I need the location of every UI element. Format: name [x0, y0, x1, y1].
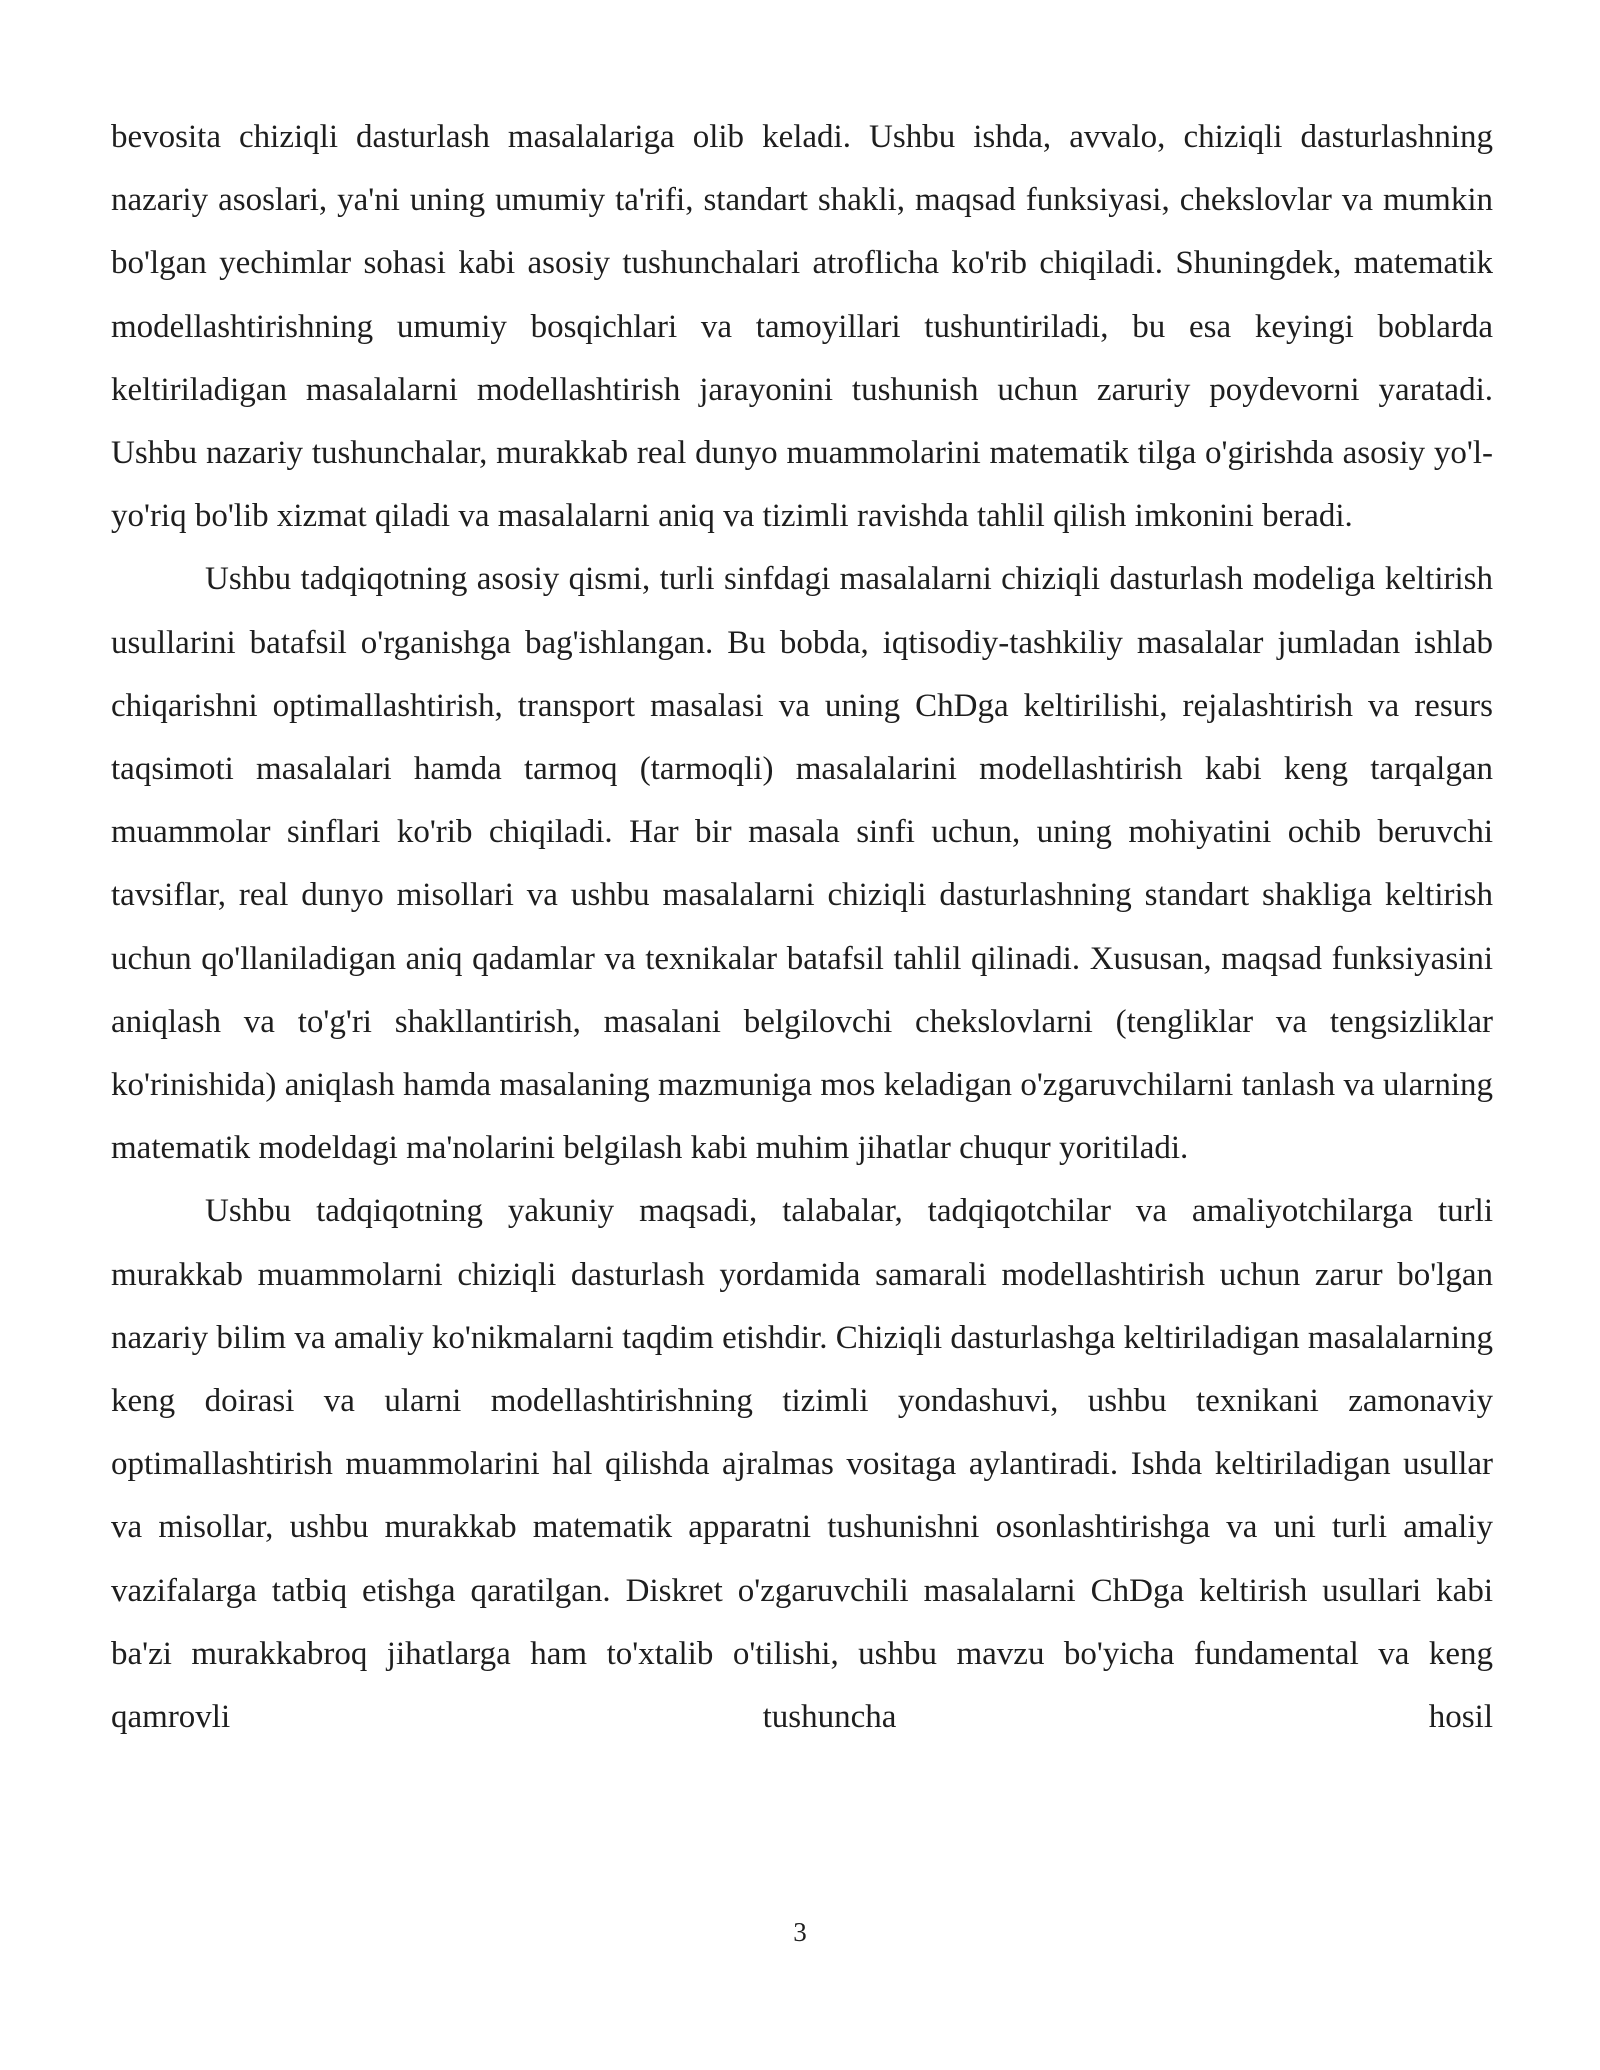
paragraph-continuation: bevosita chiziqli dasturlash masalalariga olib keladi. Ushbu ishda, avvalo, chiziqli dasturlashning nazariy asoslari, ya'ni uning umumiy ta'rifi, standart shakli, maqsad funksiyasi, chekslovlar va mumkin bo'lgan yechimlar sohasi kabi asosiy tushunchalari atroflicha ko'rib chiqiladi. Shuningdek, matematik modellashtirishning umumiy bosqichlari va tamoyillari tushuntiriladi, bu esa keyingi boblarda keltiriladigan masalalarni modellashtirish jarayonini tushunish uchun zaruriy poydevorni yaratadi. Ushbu nazariy tushunchalar, murakkab real dunyo muammolarini matematik tilga o'girishda asosiy yo'l-yo'riq bo'lib xizmat qiladi va masalalarni aniq va tizimli ravishda tahlil qilish imkonini beradi.: [111, 119, 1493, 535]
body-text: [111, 106, 1493, 1749]
paragraph-main-part: Ushbu tadqiqotning asosiy qismi, turli sinfdagi masalalarni chiziqli dasturlash modeliga keltirish usullarini batafsil o'rganishga bag'ishlangan. Bu bobda, iqtisodiy-tashkiliy masalalar jumladan ishlab chiqarishni optimallashtirish, transport masalasi va uning ChDga keltirilishi, rejalashtirish va resurs taqsimoti masalalari hamda tarmoq (tarmoqli) masalalarini modellashtirish kabi keng tarqalgan muammolar sinflari ko'rib chiqiladi. Har bir masala sinfi uchun, uning mohiyatini ochib beruvchi tavsiflar, real dunyo misollari va ushbu masalalarni chiziqli dasturlashning standart shakliga keltirish uchun qo'llaniladigan aniq qadamlar va texnikalar batafsil tahlil qilinadi. Xususan, maqsad funksiyasini aniqlash va to'g'ri shakllantirish, masalani belgilovchi chekslovlarni (tengliklar va tengsizliklar ko'rinishida) aniqlash hamda masalaning mazmuniga mos keladigan o'zgaruvchilarni tanlash va ularning matematik modeldagi ma'nolarini belgilash kabi muhim jihatlar chuqur yoritiladi.: [111, 561, 1493, 1167]
paragraph-final-goal: Ushbu tadqiqotning yakuniy maqsadi, talabalar, tadqiqotchilar va amaliyotchilarga turli murakkab muammolarni chiziqli dasturlash yordamida samarali modellashtirish uchun zarur bo'lgan nazariy bilim va amaliy ko'nikmalarni taqdim etishdir. Chiziqli dasturlashga keltiriladigan masalalarning keng doirasi va ularni modellashtirishning tizimli yondashuvi, ushbu texnikani zamonaviy optimallashtirish muammolarini hal qilishda ajralmas vositaga aylantiradi. Ishda keltiriladigan usullar va misollar, ushbu murakkab matematik apparatni tushunishni osonlashtirishga va uni turli amaliy vazifalarga tatbiq etishga qaratilgan. Diskret o'zgaruvchili masalalarni ChDga keltirish usullari kabi ba'zi murakkabroq jihatlarga ham to'xtalib o'tilishi, ushbu mavzu bo'yicha fundamental va keng qamrovli tushuncha hosil: [111, 1193, 1493, 1736]
page-number: 3: [793, 1917, 807, 1947]
